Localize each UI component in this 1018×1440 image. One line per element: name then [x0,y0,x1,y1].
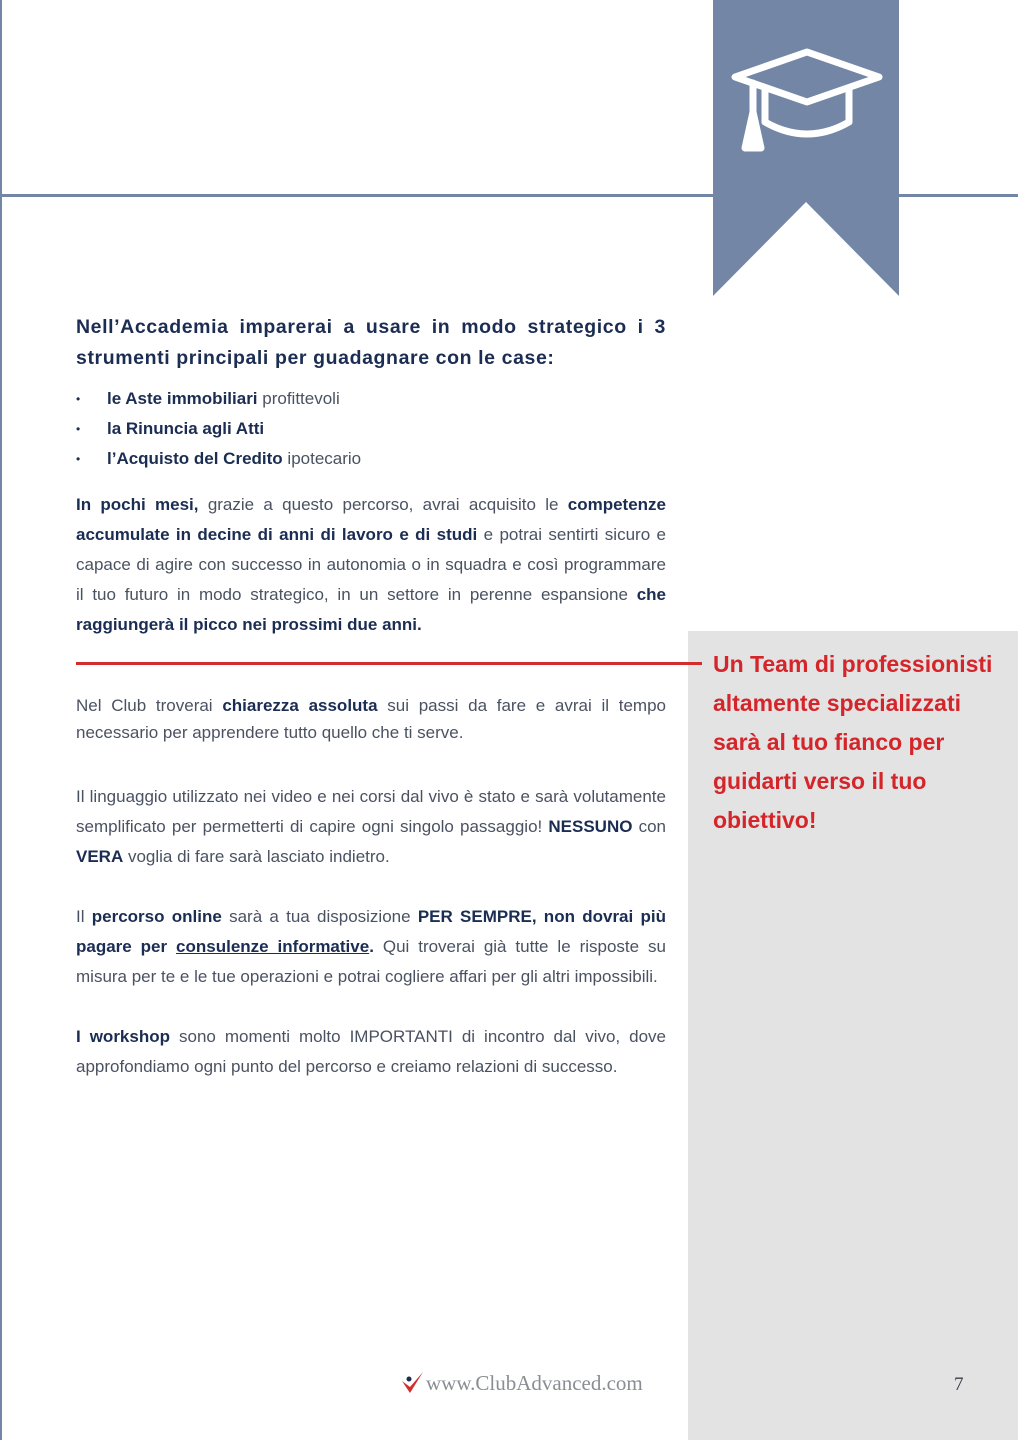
checkmark-logo-icon [400,1371,424,1395]
intro-heading: Nell’Accademia imparerai a usare in modo strategico i 3 strumenti principali per guadagnare con le case: [76,316,666,369]
ribbon-bookmark [713,0,899,296]
paragraph-online-course: Il percorso online sarà a tua disposizione PER SEMPRE, non dovrai più pagare per consulenze informative. Qui troverai già tutte le risposte su misura per te e le tue operazioni e potrai cogliere affari per gli altri impossibili. [76,907,666,986]
left-border-line [0,0,2,1440]
paragraph-club: Nel Club troverai chiarezza assoluta sui passi da fare e avrai il tempo necessario per apprendere tutto quello che ti serve. [76,696,666,742]
sidebar-quote: Un Team di professionisti altamente specializzati sarà al tuo fianco per guidarti verso il tuo obiettivo! [713,651,993,833]
paragraph-workshop: I workshop sono momenti molto IMPORTANTI di incontro dal vivo, dove approfondiamo ogni punto del percorso e creiamo relazioni di successo. [76,1027,666,1076]
list-item: • le Aste immobiliari profittevoli [76,384,666,414]
footer-website [400,1366,660,1400]
page-number: 7 [954,1374,964,1395]
paragraph-language: Il linguaggio utilizzato nei video e nei corsi dal vivo è stato e sarà volutamente semplificato per permetterti di capire ogni singolo passaggio! NESSUNO con VERA voglia di fare sarà lasciato indietro. [76,787,666,866]
list-item: • la Rinuncia agli Atti [76,414,666,444]
paragraph-results: In pochi mesi, grazie a questo percorso, avrai acquisito le competenze accumulate in decine di anni di lavoro e di studi e potrai sentirti sicuro e capace di agire con successo in autonomia o in squadra e così programmare il tuo futuro in modo strategico, in un settore in perenne espansione che raggiungerà il picco nei prossimi due anni. [76,495,666,634]
list-item: • l’Acquisto del Credito ipotecario [76,444,666,474]
website-url: www.ClubAdvanced.com [426,1370,643,1395]
tools-list [76,384,666,474]
main-content [76,312,666,1082]
